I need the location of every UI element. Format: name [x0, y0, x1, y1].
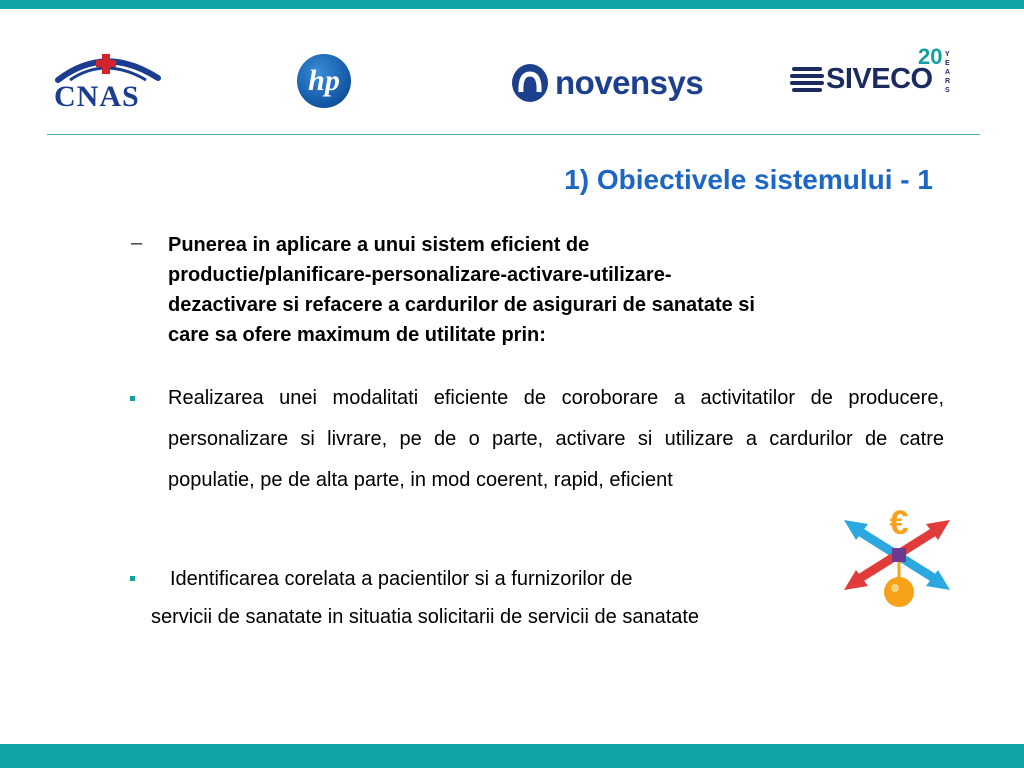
bottom-accent-bar [0, 744, 1024, 768]
hp-logo-text: hp [308, 64, 340, 97]
cnas-logo-text: CNAS [54, 80, 140, 113]
siveco-badge-text: YEARS [945, 51, 951, 94]
intro-line: care sa ofere maximum de utilitate prin: [168, 324, 546, 346]
slide-title: 1) Obiectivele sistemului - 1 [564, 164, 933, 195]
novensys-logo-icon [510, 62, 550, 104]
bullet-square-icon [130, 396, 135, 401]
top-accent-bar [0, 0, 1024, 9]
cnas-logo [50, 50, 165, 115]
siveco-logo-icon [790, 65, 824, 95]
bullet-item-1: Realizarea unei modalitati eficiente de coroborare a activitatilor de producere, personalizare si livrare, pe de o parte, activare si utilizare a cardurilor de catre populatie, pe de alta parte, in mod coerent, rapid, eficient [168, 387, 944, 491]
svg-text:€: € [889, 504, 909, 542]
euro-arrows-icon [840, 500, 958, 610]
intro-line: Punerea in aplicare a unui sistem eficient de [168, 234, 590, 256]
header-divider [47, 134, 980, 135]
hp-logo-icon [296, 53, 352, 109]
novensys-logo-text: novensys [555, 64, 704, 101]
intro-paragraph [168, 230, 948, 350]
siveco-logo-text: SIVECO [826, 63, 933, 95]
siveco-logo [790, 44, 965, 100]
bullet-square-icon [130, 576, 135, 581]
siveco-badge-number: 20 [918, 44, 943, 69]
intro-line: productie/planificare-personalizare-activare-utilizare- [168, 264, 672, 286]
bullet-item-2-line-2: servicii de sanatate in situatia solicitarii de servicii de sanatate [151, 606, 700, 628]
intro-bullet: – [131, 232, 143, 254]
intro-line: dezactivare si refacere a cardurilor de asigurari de sanatate si [168, 294, 755, 316]
hp-logo [296, 53, 352, 109]
bullet-item-2-line-1: Identificarea corelata a pacientilor si a furnizorilor de [170, 568, 633, 590]
novensys-logo [510, 60, 704, 106]
